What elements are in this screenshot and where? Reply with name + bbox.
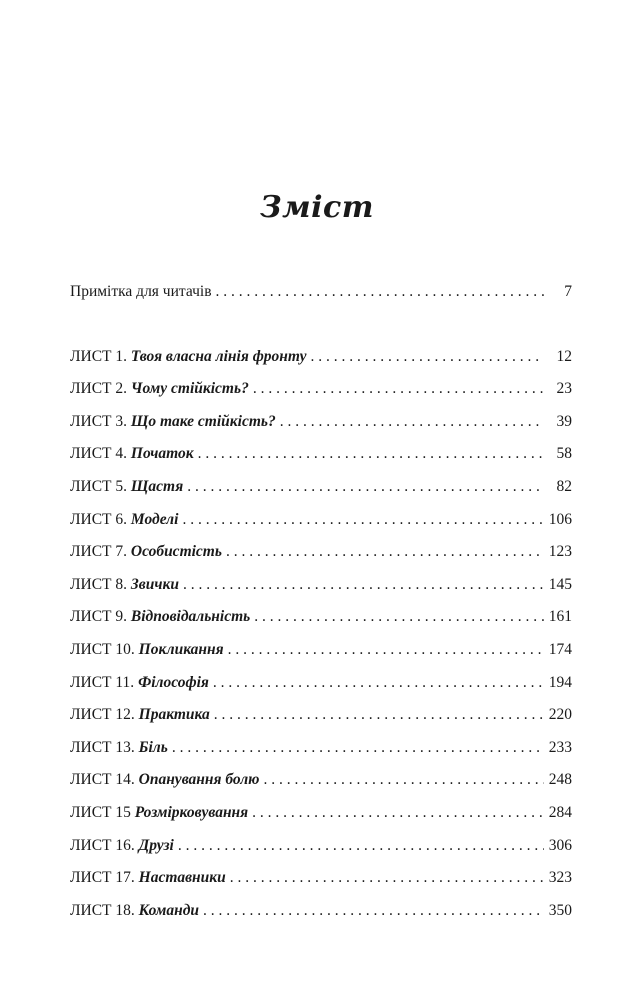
letter-title: Наставники [138,869,226,887]
letter-number: ЛИСТ 16. [70,836,135,854]
letter-title: Друзі [138,836,174,854]
letter-number: ЛИСТ 13. [70,738,135,756]
letter-title: Особистість [130,543,222,561]
dot-leader [187,478,544,496]
toc-entry-letter[interactable] [70,576,572,609]
letter-title: Команди [138,901,200,919]
letter-title: Покликання [138,640,224,658]
letter-number: ЛИСТ 17. [70,869,135,887]
toc-page-number: 194 [548,673,572,691]
toc-page-number: 39 [556,412,572,430]
toc-entry-letter[interactable] [70,739,572,772]
letter-title: Початок [130,445,194,463]
toc-entry-letter[interactable] [70,348,572,381]
toc-entry-letter[interactable] [70,706,572,739]
letter-title: Практика [138,706,210,724]
dot-leader [264,771,545,789]
letter-title: Щастя [130,477,184,495]
letter-number: ЛИСТ 15 [70,803,131,821]
letter-title: Розмірковування [134,803,249,821]
letter-number: ЛИСТ 4. [70,445,128,463]
dot-leader [252,804,544,822]
toc-page-number: 23 [556,380,572,398]
letter-number: ЛИСТ 8. [70,575,128,593]
toc-page-number: 12 [556,347,572,365]
letter-number: ЛИСТ 2. [70,380,128,398]
dot-leader [214,706,544,724]
dot-leader [228,641,544,659]
letter-number: ЛИСТ 11. [70,673,135,691]
letter-title: Що таке стійкість? [130,412,276,430]
toc-entry-letter[interactable] [70,837,572,870]
toc-entry-letter[interactable] [70,413,572,446]
letter-title: Біль [138,738,168,756]
letter-title: Відповідальність [130,608,251,626]
toc-page-number: 82 [556,477,572,495]
dot-leader [213,674,544,692]
toc-page-number: 233 [548,738,572,756]
letter-number: ЛИСТ 3. [70,412,128,430]
toc-entry-letter[interactable] [70,804,572,837]
toc-entry-letter[interactable] [70,869,572,902]
toc-entry-letter[interactable] [70,902,572,935]
letter-number: ЛИСТ 7. [70,543,128,561]
dot-leader [254,608,544,626]
dot-leader [183,576,544,594]
letter-title: Звички [130,575,179,593]
toc-page-number: 106 [548,510,572,528]
toc-entry-letter[interactable] [70,445,572,478]
toc-entry-note[interactable] [70,283,572,316]
toc-page-number: 323 [548,869,572,887]
dot-leader [198,445,544,463]
letter-number: ЛИСТ 12. [70,706,135,724]
letter-number: ЛИСТ 14. [70,771,135,789]
toc-page-number: 58 [556,445,572,463]
letter-number: ЛИСТ 9. [70,608,128,626]
dot-leader [253,380,544,398]
letters-list [70,348,572,935]
letter-title: Твоя власна лінія фронту [130,347,307,365]
table-of-contents [70,283,572,934]
toc-entry-letter[interactable] [70,380,572,413]
letter-number: ЛИСТ 5. [70,477,128,495]
dot-leader [310,348,544,366]
toc-page-number: 145 [548,575,572,593]
dot-leader [182,511,544,529]
toc-page-number: 174 [548,640,572,658]
dot-leader [226,543,544,561]
toc-page-number: 306 [548,836,572,854]
dot-leader [172,739,544,757]
page-title: Зміст [259,190,375,225]
toc-page-number: 220 [548,706,572,724]
toc-page-number: 161 [548,608,572,626]
toc-entry-letter[interactable] [70,511,572,544]
toc-entry-letter[interactable] [70,478,572,511]
letter-number: ЛИСТ 18. [70,901,135,919]
toc-entry-letter[interactable] [70,771,572,804]
toc-entry-letter[interactable] [70,641,572,674]
toc-page-number: 123 [548,543,572,561]
toc-entry-label: Примітка для читачів [70,283,212,300]
dot-leader [280,413,544,431]
toc-entry-letter[interactable] [70,674,572,707]
letter-title: Чому стійкість? [130,380,249,398]
letter-title: Моделі [130,510,179,528]
dot-leader [178,837,544,855]
toc-entry-letter[interactable] [70,543,572,576]
toc-page-number: 350 [548,901,572,919]
toc-page-number: 7 [564,283,572,300]
dot-leader [230,869,544,887]
toc-page-number: 248 [548,771,572,789]
letter-number: ЛИСТ 1. [70,347,128,365]
dot-leader [203,902,544,920]
toc-entry-letter[interactable] [70,608,572,641]
letter-title: Опанування болю [138,771,260,789]
letter-number: ЛИСТ 6. [70,510,128,528]
letter-number: ЛИСТ 10. [70,640,135,658]
letter-title: Філософія [138,673,209,691]
toc-page-number: 284 [548,803,572,821]
dot-leader [216,283,544,301]
